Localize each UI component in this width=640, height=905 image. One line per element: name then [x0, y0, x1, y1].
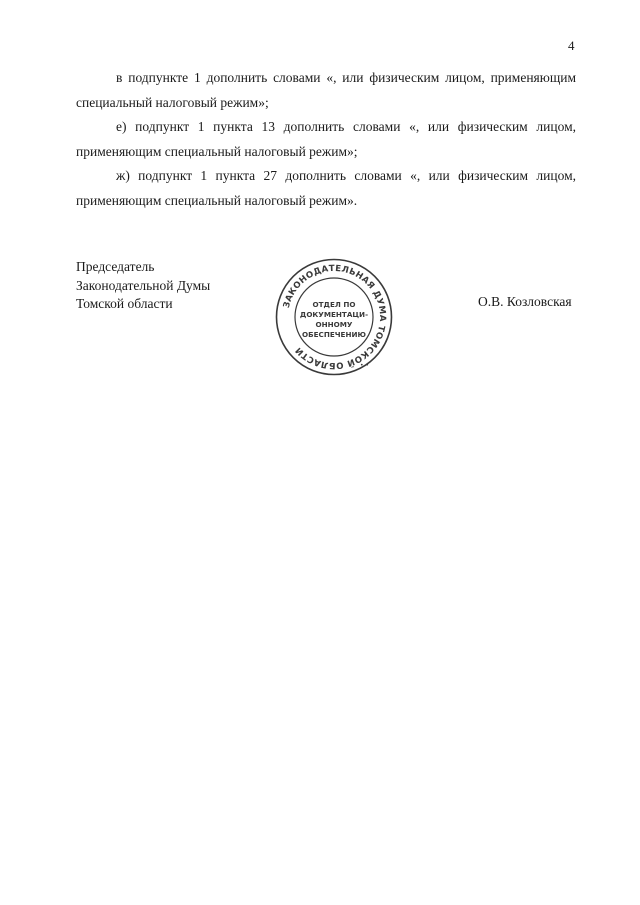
stamp-center-line: ОННОМУ: [315, 320, 353, 329]
signatory-name: О.В. Козловская: [478, 294, 572, 309]
signatory-title-line: Томской области: [76, 296, 173, 311]
stamp-center-line: ДОКУМЕНТАЦИ-: [299, 310, 369, 319]
page-number: 4: [568, 38, 575, 53]
signatory-title-line: Законодательной Думы: [76, 277, 211, 293]
stamp-dots: • •: [360, 362, 369, 369]
signatory-title: [76, 258, 210, 314]
paragraph-e-supplement: е) подпункт 1 пункта 13 дополнить словами «, или физическим лицом, применяющим специальный налоговый режим»;: [76, 119, 576, 159]
stamp-ring-text: ЗАКОНОДАТЕЛЬНАЯ ДУМА ТОМСКОЙ ОБЛАСТИ: [281, 263, 388, 371]
paragraph-zh-supplement: ж) подпункт 1 пункта 27 дополнить словами «, или физическим лицом, применяющим специальный налоговый режим».: [76, 168, 576, 208]
stamp-center-line: ОТДЕЛ ПО: [312, 300, 356, 309]
stamp-center-line: ОБЕСПЕЧЕНИЮ: [302, 330, 366, 339]
signatory-title-line: Председатель: [76, 259, 155, 274]
document-body: [76, 66, 576, 213]
official-seal-stamp: [274, 257, 394, 377]
paragraph-d-supplement: в подпункте 1 дополнить словами «, или физическим лицом, применяющим специальный налоговый режим»;: [76, 70, 576, 110]
